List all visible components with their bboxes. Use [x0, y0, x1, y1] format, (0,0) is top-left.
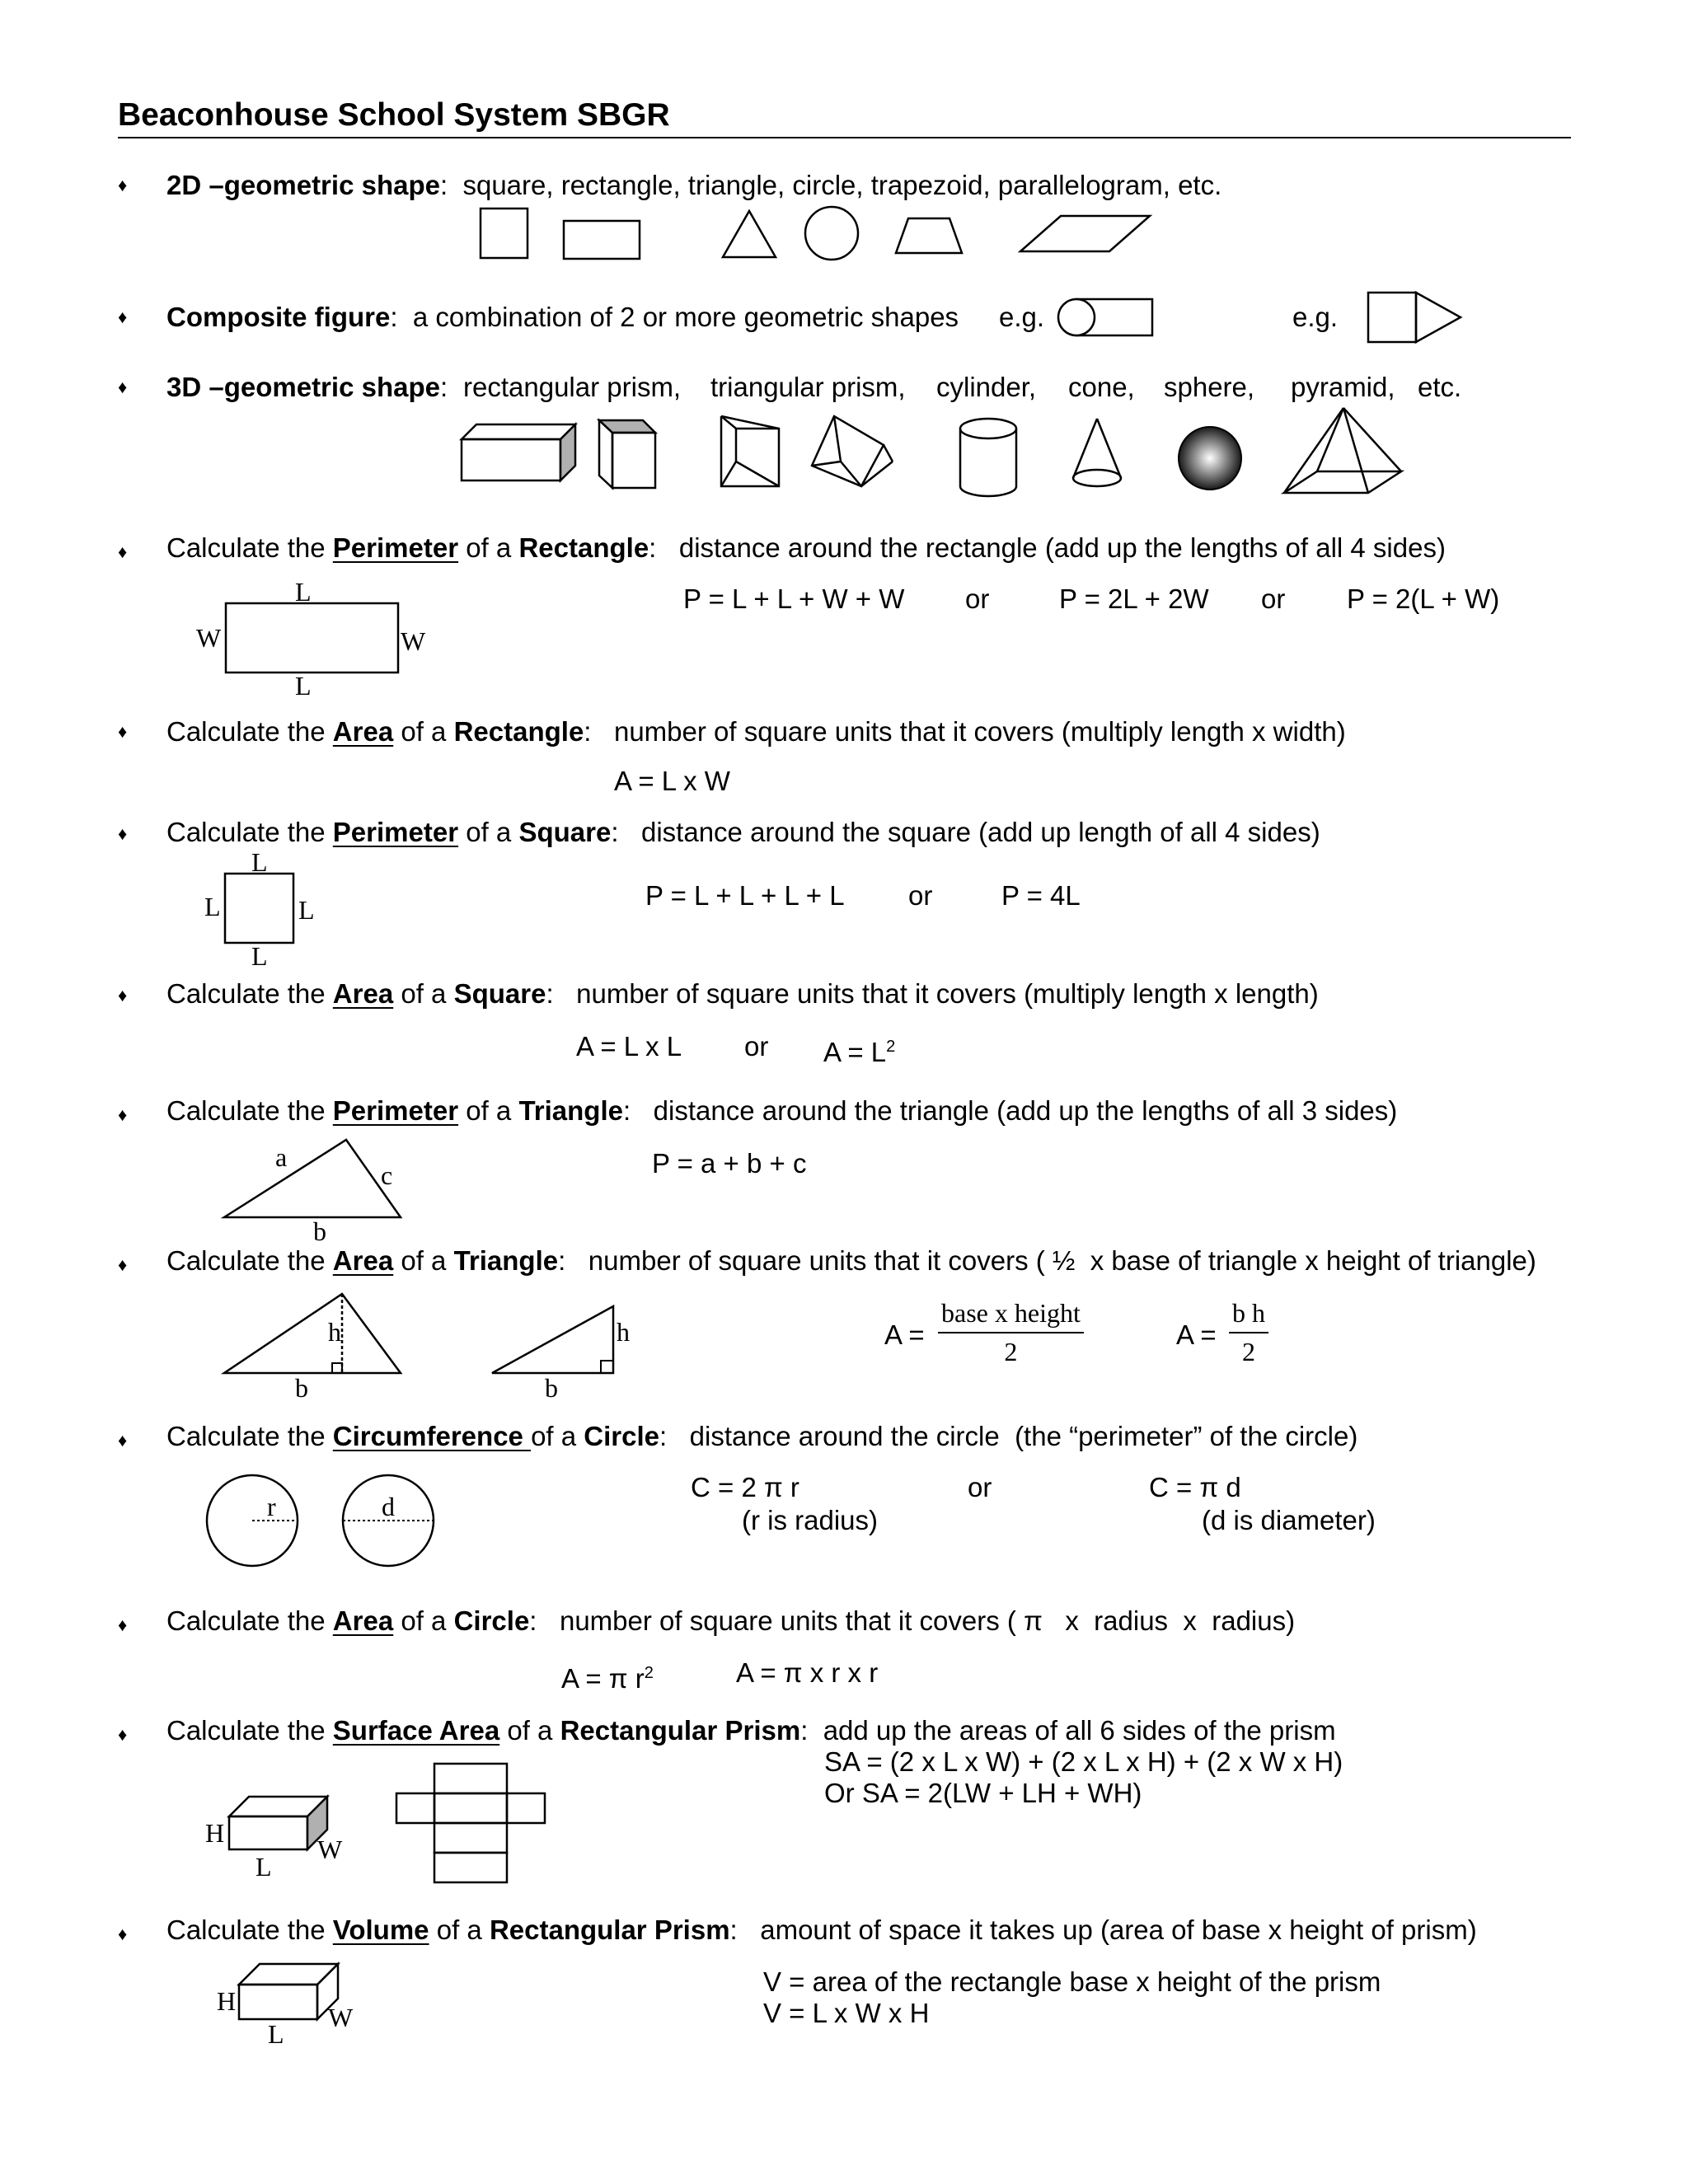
shape-term: Rectangle — [453, 716, 584, 747]
calc-prefix: Calculate the — [166, 1715, 326, 1746]
of-a: of a — [401, 1245, 447, 1276]
formula: P = 4L — [1001, 880, 1081, 911]
measure-term: Circumference — [332, 1421, 532, 1451]
label-h: h — [328, 1317, 341, 1347]
description: : distance around the rectangle (add up the lengths of all 4 sides) — [649, 532, 1446, 563]
definition-2d: square, rectangle, triangle, circle, trapezoid, parallelogram, etc. — [448, 170, 1222, 200]
formula-eq: A = — [1176, 1319, 1217, 1350]
formula: C = 2 π r — [691, 1472, 799, 1502]
label-h: H — [205, 1818, 225, 1848]
label-right: W — [401, 626, 426, 656]
bullet: ♦ — [118, 307, 128, 327]
formula: P = 2L + 2W — [1059, 583, 1209, 614]
term-composite: Composite figure — [166, 302, 391, 332]
label-bottom: L — [251, 941, 268, 971]
measure-term: Surface Area — [332, 1715, 500, 1746]
bullet: ♦ — [118, 1724, 128, 1745]
shape-term: Circle — [453, 1605, 530, 1636]
formula: V = L x W x H — [763, 1998, 930, 2028]
numerator: base x height — [938, 1298, 1084, 1333]
description: : number of square units that it covers ( π x radius x radius) — [529, 1605, 1296, 1636]
of-a: of a — [507, 1715, 553, 1746]
label-bottom: L — [295, 671, 312, 701]
page-title: Beaconhouse School System SBGR — [118, 97, 670, 133]
bullet: ♦ — [118, 1104, 128, 1125]
measure-term: Area — [332, 978, 394, 1009]
measure-term: Perimeter — [332, 817, 459, 847]
formula: SA = (2 x L x W) + (2 x L x H) + (2 x W x H) — [824, 1746, 1343, 1777]
bullet: ♦ — [118, 175, 128, 195]
or-text: or — [965, 583, 990, 614]
measure-term: Area — [332, 716, 394, 747]
bullet: ♦ — [118, 1430, 128, 1451]
bullet: ♦ — [118, 1615, 128, 1635]
description: : distance around the triangle (add up the lengths of all 3 sides) — [623, 1095, 1398, 1126]
eg-label: e.g. — [1292, 302, 1339, 332]
superscript: 2 — [886, 1038, 896, 1056]
bullet: ♦ — [118, 1924, 128, 1944]
of-a: of a — [436, 1915, 482, 1945]
label-left: L — [204, 892, 221, 921]
label-l: L — [256, 1852, 272, 1882]
denominator: 2 — [1242, 1337, 1255, 1366]
label-w: W — [328, 2003, 354, 2032]
formula: P = L + L + L + L — [645, 880, 845, 911]
formula: Or SA = 2(LW + LH + WH) — [824, 1778, 1142, 1808]
label-d: d — [382, 1492, 395, 1521]
colon: : — [390, 302, 398, 332]
label-a: a — [275, 1142, 288, 1172]
colon: : — [439, 372, 448, 402]
description: : distance around the square (add up length of all 4 sides) — [611, 817, 1320, 847]
numerator: b h — [1229, 1298, 1268, 1333]
label-b: b — [545, 1373, 558, 1403]
of-a: of a — [531, 1421, 577, 1451]
calc-prefix: Calculate the — [166, 532, 326, 563]
description: : distance around the circle (the “perimeter” of the circle) — [659, 1421, 1358, 1451]
formula: P = a + b + c — [652, 1148, 807, 1179]
label-left: W — [196, 623, 222, 653]
formula-base: A = π r — [561, 1663, 645, 1694]
item-3d: cylinder, — [936, 372, 1037, 402]
shape-term: Circle — [584, 1421, 659, 1451]
label-l: L — [268, 2019, 284, 2049]
label-h: H — [217, 1986, 237, 2016]
label-right: L — [298, 895, 315, 925]
measure-term: Volume — [332, 1915, 429, 1945]
formula-base: A = L — [823, 1037, 887, 1067]
formula: P = 2(L + W) — [1347, 583, 1500, 614]
calc-prefix: Calculate the — [166, 817, 326, 847]
label-w: W — [317, 1835, 343, 1864]
or-text: or — [968, 1472, 992, 1502]
bullet: ♦ — [118, 985, 128, 1005]
or-text: or — [744, 1031, 769, 1062]
formula: C = π d — [1149, 1472, 1241, 1502]
definition-composite: a combination of 2 or more geometric shapes — [397, 302, 959, 332]
description: : amount of space it takes up (area of base x height of prism) — [729, 1915, 1477, 1945]
superscript: 2 — [644, 1664, 654, 1682]
formula: A = L x W — [614, 766, 730, 796]
denominator: 2 — [1004, 1337, 1018, 1366]
description: : number of square units that it covers (multiply length x length) — [546, 978, 1319, 1009]
description: : number of square units that it covers ( ½ x base of triangle x height of triangle) — [558, 1245, 1536, 1276]
calc-prefix: Calculate the — [166, 1245, 326, 1276]
label-top: L — [251, 847, 268, 877]
bullet: ♦ — [118, 541, 128, 562]
term-2d: 2D –geometric shape — [166, 170, 440, 200]
item-3d: triangular prism, — [710, 372, 906, 402]
item-3d: pyramid, — [1291, 372, 1395, 402]
formula: P = L + L + W + W — [683, 583, 905, 614]
of-a: of a — [466, 1095, 512, 1126]
formula: A = π x r x r — [736, 1657, 879, 1688]
calc-prefix: Calculate the — [166, 978, 326, 1009]
measure-term: Area — [332, 1245, 394, 1276]
shape-term: Square — [453, 978, 546, 1009]
of-a: of a — [401, 978, 447, 1009]
label-r: r — [267, 1492, 276, 1521]
formula: A = L x L — [576, 1031, 682, 1062]
bullet: ♦ — [118, 823, 128, 844]
formula-eq: A = — [884, 1319, 925, 1350]
rectangular-prism-diagram — [239, 1964, 338, 2019]
item-3d: cone, — [1068, 372, 1135, 402]
shape-term: Rectangular Prism — [489, 1915, 730, 1945]
calc-prefix: Calculate the — [166, 716, 326, 747]
calc-prefix: Calculate the — [166, 1915, 326, 1945]
label-c: c — [381, 1160, 393, 1190]
calc-prefix: Calculate the — [166, 1421, 326, 1451]
formula-note: (r is radius) — [742, 1505, 879, 1535]
of-a: of a — [466, 532, 512, 563]
term-3d: 3D –geometric shape — [166, 372, 440, 402]
item-3d: sphere, — [1164, 372, 1255, 402]
colon: : — [439, 170, 448, 200]
bullet: ♦ — [118, 377, 128, 397]
of-a: of a — [401, 716, 447, 747]
description: : number of square units that it covers (multiply length x width) — [584, 716, 1346, 747]
shape-term: Square — [518, 817, 612, 847]
label-b: b — [313, 1216, 326, 1246]
shape-term: Rectangle — [518, 532, 649, 563]
formula: V = area of the rectangle base x height of the prism — [763, 1966, 1381, 1997]
formula-note: (d is diameter) — [1202, 1505, 1376, 1535]
of-a: of a — [466, 817, 512, 847]
measure-term: Perimeter — [332, 532, 459, 563]
shape-term: Triangle — [518, 1095, 623, 1126]
bullet: ♦ — [118, 721, 128, 742]
of-a: of a — [401, 1605, 447, 1636]
measure-term: Perimeter — [332, 1095, 459, 1126]
or-text: or — [908, 880, 933, 911]
calc-prefix: Calculate the — [166, 1095, 326, 1126]
measure-term: Area — [332, 1605, 394, 1636]
calc-prefix: Calculate the — [166, 1605, 326, 1636]
bullet: ♦ — [118, 1254, 128, 1275]
item-3d: rectangular prism, — [463, 372, 682, 402]
label-h: h — [617, 1317, 630, 1347]
label-top: L — [295, 577, 312, 607]
shape-term: Triangle — [453, 1245, 559, 1276]
description: : add up the areas of all 6 sides of the prism — [800, 1715, 1336, 1746]
or-text: or — [1261, 583, 1286, 614]
eg-label: e.g. — [999, 302, 1045, 332]
label-b: b — [295, 1373, 308, 1403]
shape-term: Rectangular Prism — [560, 1715, 801, 1746]
item-3d: etc. — [1418, 372, 1462, 402]
